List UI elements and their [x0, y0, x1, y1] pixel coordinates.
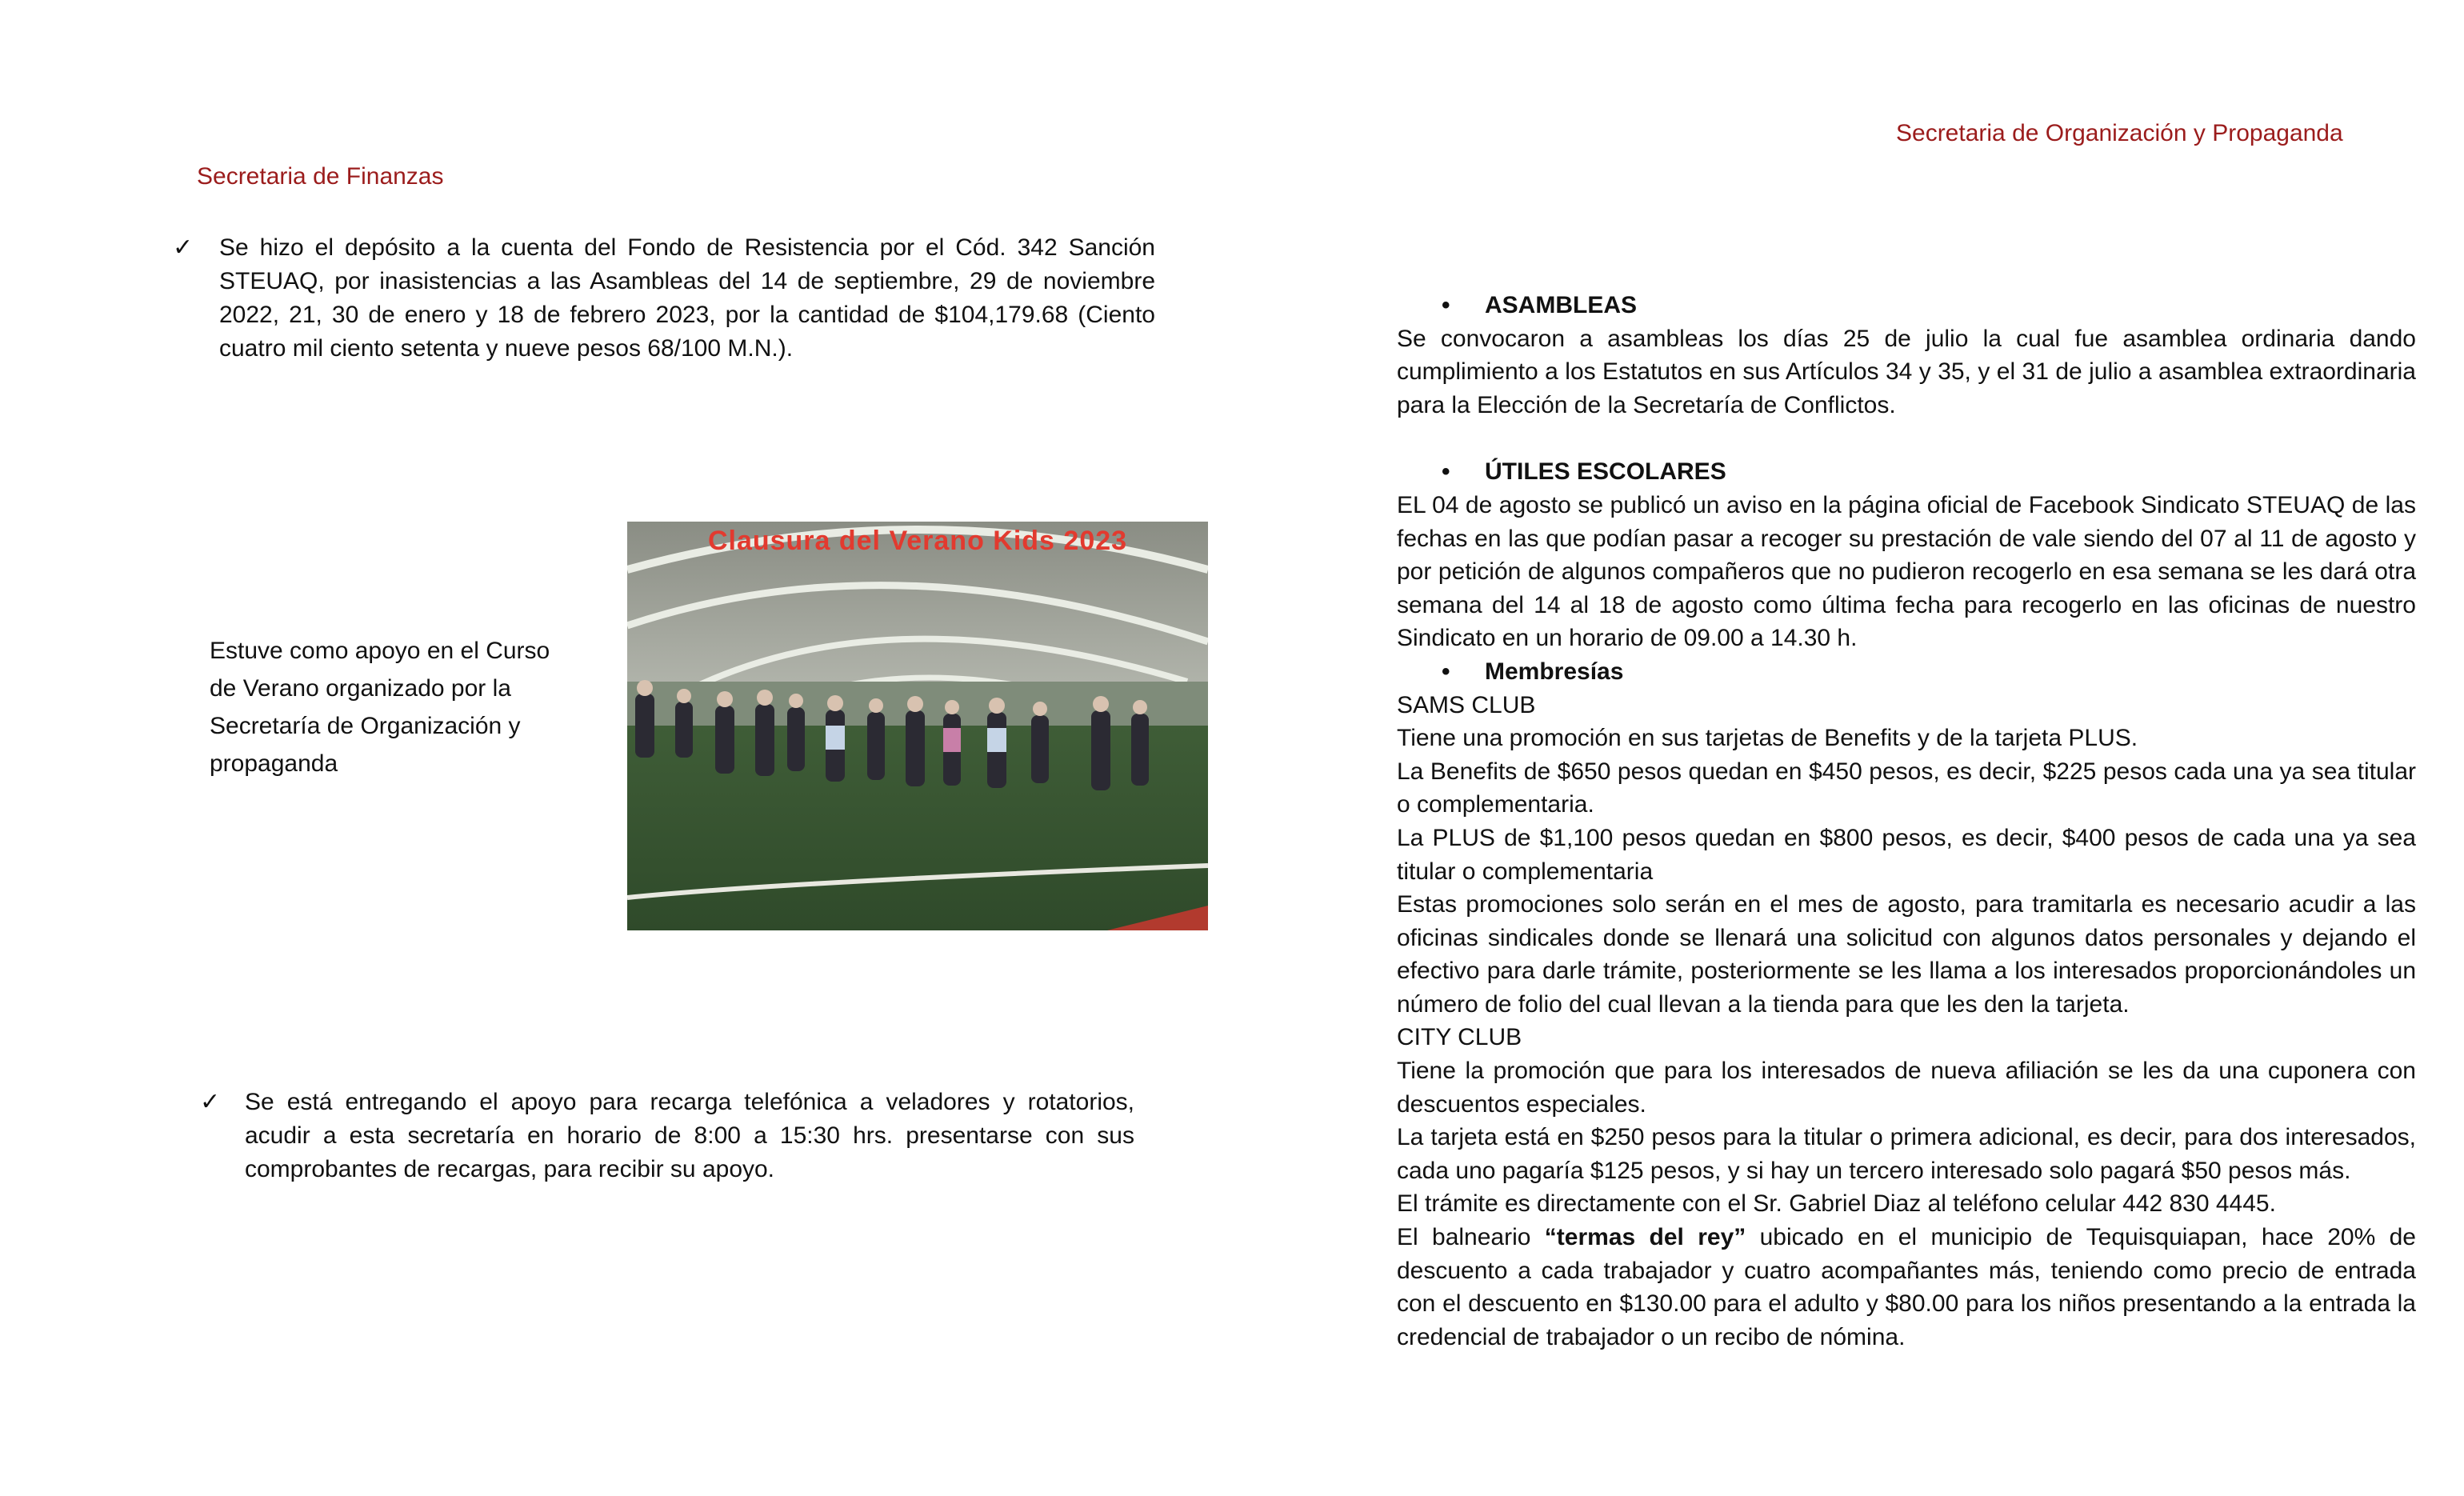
sams-process: Estas promociones solo serán en el mes de agosto, para tramitarla es necesario acudir a las oficinas sindicales donde se llenará una solicitud con algunos datos personales y dejando el efectivo para darle trámite, posteriormente se les llama a los interesados proporcionándoles un número de folio del cual llevan a la tienda para que les den la tarjeta. [1397, 891, 2416, 1018]
photo-title: Clausura del Verano Kids 2023 [707, 526, 1128, 556]
organizacion-title: Secretaria de Organización y Propaganda [1896, 120, 2343, 146]
bullet-icon: • [1442, 658, 1450, 685]
organizacion-content [1397, 289, 2416, 1354]
summer-course-caption: Estuve como apoyo en el Curso de Verano organizado por la Secretaría de Organización y propaganda [210, 638, 550, 777]
balneario-text: El balneario “termas del rey” ubicado en el municipio de Tequisquiapan, hace 20% de descuento a cada trabajador y cuatro acompañantes más, teniendo como precio de entrada con el descuento en $130.00 para el adulto y $80.00 para los niños presentando a la entrada la credencial de trabajador o un recibo de nómina. [1397, 1224, 2416, 1350]
recharge-support-note: Se está entregando el apoyo para recarga telefónica a veladores y rotatorios, acudir a esta secretaría en horario de 8:00 a 15:30 hrs. presentarse con sus comprobantes de recargas, para recibir su apoyo. [245, 1089, 1134, 1182]
photo-scene [627, 522, 1208, 930]
bullet-icon: • [1442, 458, 1450, 486]
sams-plus: La PLUS de $1,100 pesos quedan en $800 pesos, es decir, $400 pesos de cada una ya sea titular o complementaria [1397, 824, 2416, 885]
city-contact: El trámite es directamente con el Sr. Gabriel Diaz al teléfono celular 442 830 4445. [1397, 1190, 2276, 1218]
finanzas-title: Secretaria de Finanzas [197, 163, 444, 190]
city-title: CITY CLUB [1397, 1024, 1522, 1051]
asambleas-heading: • ASAMBLEAS [1397, 289, 2416, 322]
balneario-name: “termas del rey” [1544, 1224, 1746, 1251]
sams-title: SAMS CLUB [1397, 691, 1536, 718]
checkmark-icon: ✓ [173, 234, 194, 262]
checkmark-icon: ✓ [200, 1088, 221, 1116]
summer-course-photo [627, 522, 1208, 930]
membresias-heading: • Membresías [1397, 655, 2416, 689]
sams-benefits: La Benefits de $650 pesos quedan en $450 pesos, es decir, $225 pesos cada una ya sea titular o complementaria. [1397, 758, 2416, 818]
asambleas-text: Se convocaron a asambleas los días 25 de julio la cual fue asamblea ordinaria dando cumplimiento a los Estatutos en sus Artículos 34 y 35, y el 31 de julio a asamblea extraordinaria para la Elección de la Secretaría de Conflictos. [1397, 325, 2416, 418]
utiles-heading: • ÚTILES ESCOLARES [1397, 455, 2416, 489]
bullet-icon: • [1442, 292, 1450, 318]
deposit-note: Se hizo el depósito a la cuenta del Fondo de Resistencia por el Cód. 342 Sanción STEUAQ, por inasistencias a las Asambleas del 14 de septiembre, 29 de noviembre 2022, 21, 30 de enero y 18 de febrero 2023, por la cantidad de $104,179.68 (Ciento cuatro mil ciento setenta y nueve pesos 68/100 M.N.). [219, 234, 1155, 362]
sams-promo: Tiene una promoción en sus tarjetas de Benefits y de la tarjeta PLUS. [1397, 725, 2138, 752]
city-price: La tarjeta está en $250 pesos para la titular o primera adicional, es decir, para dos interesados, cada uno pagaría $125 pesos, y si hay un tercero interesado solo pagará $50 pesos más. [1397, 1124, 2416, 1184]
city-promo: Tiene la promoción que para los interesados de nueva afiliación se les da una cuponera con descuentos especiales. [1397, 1058, 2416, 1118]
utiles-text: EL 04 de agosto se publicó un aviso en la página oficial de Facebook Sindicato STEUAQ de las fechas en las que podían pasar a recoger su prestación de vale siendo del 07 al 11 de agosto y por petición de algunos compañeros que no pudieron recogerlo en esa semana se les dará otra semana del 14 al 18 de agosto como última fecha para recogerlo en las oficinas de nuestro Sindicato en un horario de 09.00 a 14.30 h. [1397, 491, 2416, 652]
